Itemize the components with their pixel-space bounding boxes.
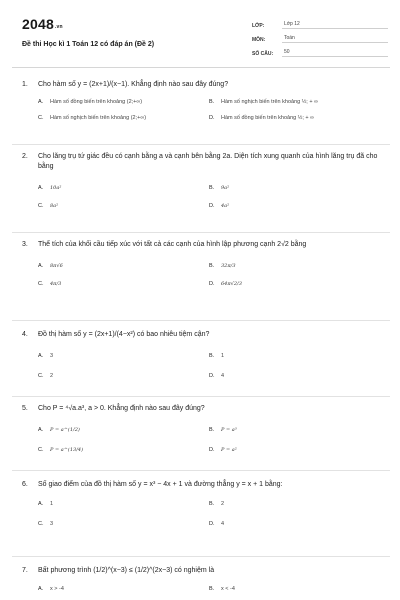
option-letter: B. xyxy=(209,501,215,507)
option-letter: D. xyxy=(209,203,215,209)
option-letter: C. xyxy=(38,521,44,527)
option-b[interactable] xyxy=(209,184,380,192)
question-text: Đồ thị hàm số y = (2x+1)/(4−x²) có bao nhiêu tiệm cận? xyxy=(38,331,210,338)
option-text: 8π√6 xyxy=(50,263,63,269)
option-a[interactable] xyxy=(38,585,209,593)
option-letter: B. xyxy=(209,353,215,359)
option-d[interactable] xyxy=(209,446,380,454)
divider xyxy=(12,396,390,397)
exam-title: Đề thi Học kì 1 Toán 12 có đáp án (Đề 2) xyxy=(22,41,155,48)
option-text: P = a^(1/2) xyxy=(50,427,80,433)
meta-row-subject xyxy=(252,29,388,43)
question-number: 7. xyxy=(22,567,28,574)
divider xyxy=(12,144,390,145)
option-d[interactable] xyxy=(209,372,380,380)
question-3 xyxy=(22,240,380,288)
option-a[interactable] xyxy=(38,98,209,106)
option-a[interactable] xyxy=(38,426,209,434)
option-b[interactable] xyxy=(209,426,380,434)
option-text: 4a² xyxy=(221,203,230,209)
question-number: 1. xyxy=(22,81,28,88)
question-6 xyxy=(22,480,380,528)
option-a[interactable] xyxy=(38,184,209,192)
option-text: 3 xyxy=(50,353,54,359)
question-text: Cho P = ⁴√a.a³, a > 0. Khẳng định nào sau đây đúng? xyxy=(38,405,205,412)
question-number: 5. xyxy=(22,405,28,412)
option-letter: A. xyxy=(38,501,44,507)
option-text: 32π/3 xyxy=(221,263,236,269)
divider xyxy=(12,320,390,321)
option-text: 1 xyxy=(50,501,54,507)
option-text: x > -4 xyxy=(50,586,64,592)
option-b[interactable] xyxy=(209,352,380,360)
option-letter: B. xyxy=(209,185,215,191)
option-b[interactable] xyxy=(209,585,380,593)
option-d[interactable] xyxy=(209,520,380,528)
divider xyxy=(12,556,390,557)
option-c[interactable] xyxy=(38,372,209,380)
question-text: Số giao điểm của đồ thị hàm số y = x³ − 4x + 1 và đường thẳng y = x + 1 bằng: xyxy=(38,481,283,488)
option-text: Hàm số đồng biến trên khoảng (2;+∞) xyxy=(50,99,143,105)
question-number: 6. xyxy=(22,481,28,488)
meta-key: LỚP: xyxy=(252,23,265,29)
option-letter: A. xyxy=(38,263,44,269)
option-text: Hàm số nghịch biến trên khoảng (2;+∞) xyxy=(50,115,147,121)
meta-row-count xyxy=(252,43,388,57)
option-letter: D. xyxy=(209,115,215,121)
option-c[interactable] xyxy=(38,202,209,210)
question-number: 3. xyxy=(22,241,28,248)
option-letter: B. xyxy=(209,263,215,269)
option-letter: C. xyxy=(38,373,44,379)
option-letter: A. xyxy=(38,427,44,433)
option-c[interactable] xyxy=(38,446,209,454)
option-letter: A. xyxy=(38,99,44,105)
logo-main: 2048 xyxy=(22,16,54,32)
meta-value: 50 xyxy=(282,49,388,57)
option-d[interactable] xyxy=(209,202,380,210)
question-number: 4. xyxy=(22,331,28,338)
question-7 xyxy=(22,566,380,593)
option-text: 4 xyxy=(221,521,225,527)
option-letter: C. xyxy=(38,115,44,121)
option-text: x < -4 xyxy=(221,586,235,592)
option-d[interactable] xyxy=(209,280,380,288)
option-letter: D. xyxy=(209,281,215,287)
option-text: 2 xyxy=(221,501,225,507)
option-a[interactable] xyxy=(38,262,209,270)
option-text: 10a² xyxy=(50,185,62,191)
meta-value: Toán xyxy=(282,35,388,43)
option-text: P = a³ xyxy=(221,427,237,433)
question-text: Cho hàm số y = (2x+1)/(x−1). Khẳng định nào sau đây đúng? xyxy=(38,81,229,88)
question-4 xyxy=(22,330,380,380)
option-text: P = a^(13/4) xyxy=(50,447,84,453)
option-b[interactable] xyxy=(209,98,380,106)
option-text: 4π/3 xyxy=(50,281,62,287)
option-a[interactable] xyxy=(38,500,209,508)
option-c[interactable] xyxy=(38,520,209,528)
exam-meta xyxy=(252,15,388,57)
question-text: Bất phương trình (1/2)^(x−3) ≤ (1/2)^(2x−3) có nghiệm là xyxy=(38,567,215,574)
exam-header xyxy=(12,10,390,68)
meta-key: SỐ CÂU: xyxy=(252,51,274,57)
option-letter: C. xyxy=(38,203,44,209)
option-d[interactable] xyxy=(209,114,380,122)
option-text: Hàm số nghịch biến trên khoảng ½; + ∞ xyxy=(221,99,319,105)
question-text: Thể tích của khối cầu tiếp xúc với tất cả các cạnh của hình lập phương cạnh 2√2 bằng xyxy=(38,241,307,248)
question-number: 2. xyxy=(22,153,28,160)
option-letter: A. xyxy=(38,185,44,191)
option-letter: D. xyxy=(209,447,215,453)
site-logo[interactable] xyxy=(22,16,63,32)
option-text: 1 xyxy=(221,353,225,359)
option-text: 4 xyxy=(221,373,225,379)
option-b[interactable] xyxy=(209,262,380,270)
divider xyxy=(12,232,390,233)
option-c[interactable] xyxy=(38,280,209,288)
option-letter: B. xyxy=(209,586,215,592)
question-2 xyxy=(22,152,380,210)
option-letter: B. xyxy=(209,427,215,433)
option-text: 3 xyxy=(50,521,54,527)
meta-value: Lớp 12 xyxy=(282,21,388,29)
option-c[interactable] xyxy=(38,114,209,122)
option-letter: C. xyxy=(38,447,44,453)
option-text: 9a² xyxy=(221,185,230,191)
option-letter: B. xyxy=(209,99,215,105)
option-text: 2 xyxy=(50,373,54,379)
option-letter: A. xyxy=(38,586,44,592)
option-text: 64π√2/3 xyxy=(221,281,242,287)
option-letter: D. xyxy=(209,373,215,379)
divider xyxy=(12,470,390,471)
logo-suffix: .vn xyxy=(54,24,63,30)
option-b[interactable] xyxy=(209,500,380,508)
option-text: Hàm số đồng biến trên khoảng ½; + ∞ xyxy=(221,115,315,121)
option-letter: A. xyxy=(38,353,44,359)
question-5 xyxy=(22,404,380,454)
option-text: P = a² xyxy=(221,447,237,453)
question-1 xyxy=(22,80,380,122)
option-text: 8a² xyxy=(50,203,59,209)
meta-row-class xyxy=(252,15,388,29)
option-letter: C. xyxy=(38,281,44,287)
question-text: Cho lăng trụ tứ giác đều có cạnh bằng a và cạnh bên bằng 2a. Diện tích xung quanh của hình lăng trụ đã cho bằng xyxy=(38,153,378,170)
option-letter: D. xyxy=(209,521,215,527)
option-a[interactable] xyxy=(38,352,209,360)
meta-key: MÔN: xyxy=(252,37,266,43)
